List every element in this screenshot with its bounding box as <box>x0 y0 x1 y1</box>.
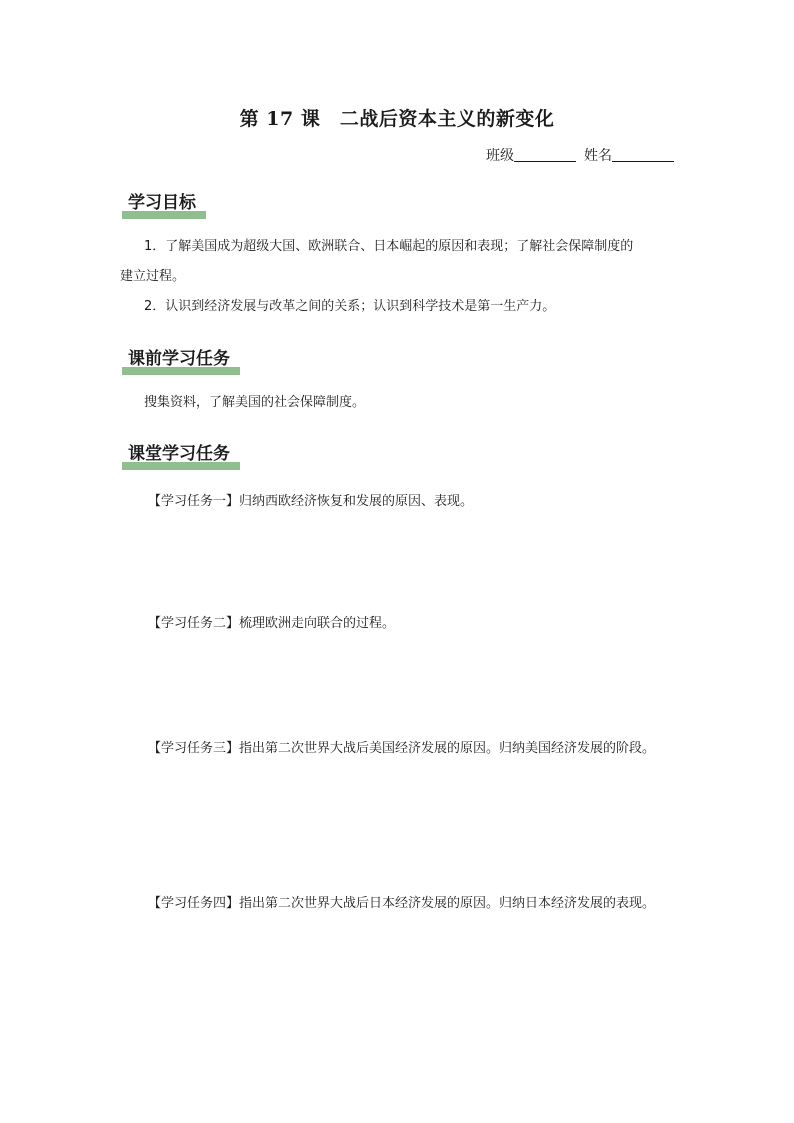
objectives-list <box>120 232 680 322</box>
objective-item-1-line-1: 1．了解美国成为超级大国、欧洲联合、日本崛起的原因和表现；了解社会保障制度的 <box>144 239 634 254</box>
objective-item-2: 2．认识到经济发展与改革之间的关系；认识到科学技术是第一生产力。 <box>144 299 556 314</box>
task-3: 【学习任务三】指出第二次世界大战后美国经济发展的原因。归纳美国经济发展的阶段。 <box>148 741 656 756</box>
preclass-text-block <box>120 388 680 418</box>
task-2: 【学习任务二】梳理欧洲走向联合的过程。 <box>148 616 396 631</box>
name-label: 姓名 <box>584 148 612 164</box>
class-blank <box>514 147 576 162</box>
student-info-line <box>486 145 674 165</box>
objective-item-1-line-2: 建立过程。 <box>120 269 186 284</box>
task-1: 【学习任务一】归纳西欧经济恢复和发展的原因、表现。 <box>148 494 474 509</box>
page-title: 第 17 课 二战后资本主义的新变化 <box>239 108 555 130</box>
preclass-text: 搜集资料，了解美国的社会保障制度。 <box>144 395 366 410</box>
class-label: 班级 <box>486 148 514 164</box>
name-blank <box>612 147 674 162</box>
section-heading-objectives: 学习目标 <box>124 190 200 220</box>
section-heading-preclass: 课前学习任务 <box>124 346 234 376</box>
task-4: 【学习任务四】指出第二次世界大战后日本经济发展的原因。归纳日本经济发展的表现。 <box>148 896 656 911</box>
section-heading-inclass: 课堂学习任务 <box>124 441 234 471</box>
